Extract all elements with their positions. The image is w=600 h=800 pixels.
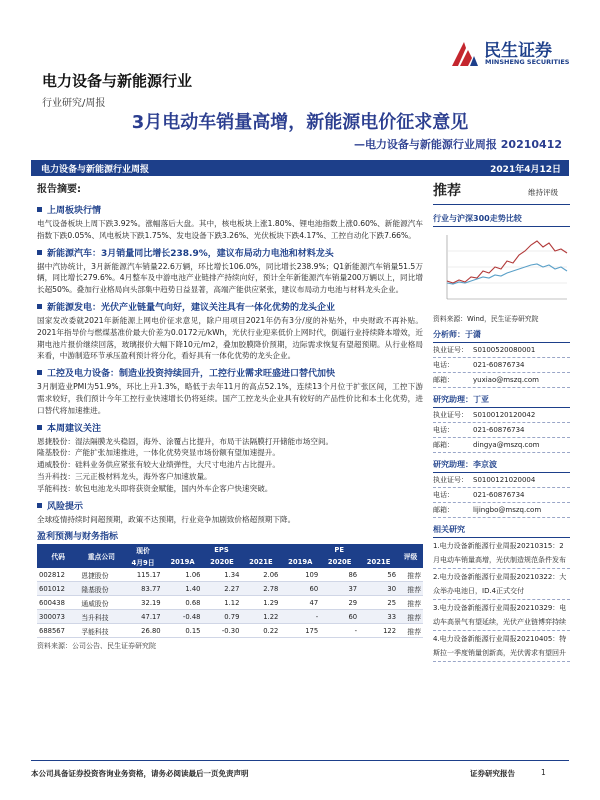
analyst-row [433, 358, 570, 373]
row-value: 021-60876734 [473, 426, 525, 434]
table-cell: 1.22 [241, 610, 280, 624]
table-cell: 孚能科技 [79, 624, 123, 638]
summary-column [37, 180, 423, 651]
forecast-table [37, 544, 423, 638]
related-list [433, 538, 570, 662]
table-cell: 推荐 [398, 610, 423, 624]
col-year: 2021E [241, 556, 280, 568]
table-cell: 25 [359, 596, 398, 610]
table-cell: 600438 [37, 596, 79, 610]
pick-line: 当升科技：三元正极材料龙头，海外客户加速放量。 [37, 471, 212, 481]
related-item[interactable]: 2.电力设备新能源行业周报20210322：大众举办电池日，ID.4正式交付 [433, 569, 570, 600]
row-key: 邮箱： [433, 441, 454, 449]
analyst-row [433, 408, 570, 423]
table-cell: 推荐 [398, 596, 423, 610]
row-key: 电话： [433, 361, 454, 369]
analyst-heading: 分析师：于潇 [433, 329, 570, 343]
forecast-table-title: 盈利预测与财务指标 [37, 532, 119, 543]
analyst-row [433, 373, 570, 388]
banner-title: 电力设备与新能源行业周报 [41, 165, 150, 175]
summary-title: 报告摘要: [37, 184, 81, 195]
table-cell: 688567 [37, 624, 79, 638]
row-value: S0100120120042 [473, 411, 536, 419]
table-cell: 0.79 [202, 610, 241, 624]
logo-text-cn: 民生证券 [484, 41, 552, 61]
table-row [37, 610, 423, 624]
pick-line: 通威股份：硅料业务供应紧张有较大业绩弹性，大尺寸电池片占比提升。 [37, 460, 280, 470]
section-text: 国家发改委就2021年新能源上网电价征求意见，除户用项目2021年仍有3分/度的补贴外，中央财政不再补贴。2021年指导价与燃煤基准价最大价差为0.0172元/kWh，光伏行业迎来低价上网时代，倒逼行业持续降本增效，近期电池片报价继续回落，玻璃报价大幅下降10元/m2，叠加胶膜降价预期，边际需求恢复有望超预期。从行业格局来看，中游制造环节承压盈利预计将分化，看好具有一体化优势的龙头企业。 [37, 315, 423, 361]
table-cell: 0.22 [241, 624, 280, 638]
related-item[interactable]: 4.电力设备新能源行业周报20210405：特斯拉一季度销量创新高，光伏需求有望回升 [433, 631, 570, 662]
section-text: 全球疫情持续时间超预期，政策不达预期，行业竞争加剧致价格超预期下降。 [37, 514, 296, 524]
section-text: 电气设备板块上周下跌3.92%。涨幅落后大盘。其中，核电板块上涨1.80%、锂电池指数上涨0.60%、新能源汽车指数下跌0.05%、风电板块下跌1.75%、发电设备下跌3.26%、光伏板块下跌4.17%、工控自动化下跌7.66%。 [37, 219, 423, 240]
chart-heading: 行业与沪深300走势比较 [433, 213, 570, 227]
section-heading: 新能源汽车：3月销量同比增长238.9%，建议布局动力电池和材料龙头 [47, 248, 334, 259]
pick-line: 恩捷股份：湿法隔膜龙头稳固，海外、涂覆占比提升，布局干法隔膜打开储能市场空间。 [37, 436, 334, 446]
industry-category: 电力设备与新能源行业 [42, 72, 193, 90]
analyst-row [433, 423, 570, 438]
table-source: 资料来源：公司公告、民生证券研究院 [37, 642, 156, 651]
table-cell: 175 [280, 624, 320, 638]
table-row [37, 596, 423, 610]
analyst-heading: 研究助理：李京波 [433, 459, 570, 473]
trend-chart [433, 231, 570, 311]
section-industrial-control [37, 366, 423, 416]
rating-box [433, 180, 570, 205]
report-type: 行业研究/周报 [42, 98, 106, 109]
page-number: 1 [541, 768, 546, 777]
table-cell: 当升科技 [79, 610, 123, 624]
industry-series-line [447, 241, 567, 283]
col-date: 4月9日 [123, 556, 162, 568]
analyst-row [433, 343, 570, 358]
sidebar-column [433, 180, 570, 662]
analyst-block [433, 459, 570, 518]
row-key: 邮箱： [433, 506, 454, 514]
trend-chart-svg [433, 231, 570, 311]
col-pe: PE [280, 544, 398, 556]
related-item[interactable]: 3.电力设备新能源行业周报20210329：电动车高景气有望延续，光伏产业链博弈持续 [433, 600, 570, 631]
table-cell: - [280, 610, 320, 624]
table-cell: - [320, 624, 359, 638]
table-cell: 109 [280, 568, 320, 582]
related-item[interactable]: 1.电力设备新能源行业周报20210315：2月电动车销量高增，光伏制造规范条件发布 [433, 538, 570, 569]
col-rating: 评级 [398, 544, 423, 568]
section-heading: 工控及电力设备：制造业投资持续回升，工控行业需求旺盛进口替代加快 [47, 369, 336, 380]
bullet-icon [37, 425, 42, 430]
col-year: 2021E [359, 556, 398, 568]
table-cell: 300073 [37, 610, 79, 624]
section-text: 3月制造业PMI为51.9%，环比上升1.3%，略低于去年11月的高点52.1%，连续13个月位于扩张区间，工控下游需求较好，我们预计今年工控行业快速增长仍将延续。国产工控龙头企业具有较好的产品性价比和本土化优势，进口替代将加速推进。 [37, 382, 423, 415]
table-cell: 002812 [37, 568, 79, 582]
section-picks [37, 421, 423, 495]
table-cell: 83.77 [123, 582, 162, 596]
table-cell: 60 [280, 582, 320, 596]
table-cell: 122 [359, 624, 398, 638]
col-year: 2019A [280, 556, 320, 568]
report-banner [31, 160, 569, 176]
table-cell: 26.80 [123, 624, 162, 638]
analyst-block [433, 394, 570, 453]
table-cell: 47.17 [123, 610, 162, 624]
chart-source: 资料来源：Wind，民生证券研究院 [433, 315, 539, 323]
analyst-row [433, 438, 570, 453]
row-key: 邮箱： [433, 376, 454, 384]
table-cell: 56 [359, 568, 398, 582]
table-row [37, 568, 423, 582]
report-title: 3月电动车销量高增，新能源电价征求意见 [131, 112, 469, 133]
table-cell: 2.78 [241, 582, 280, 596]
bullet-icon [37, 207, 42, 212]
logo-icon [448, 38, 480, 70]
bullet-icon [37, 250, 42, 255]
section-ev [37, 246, 423, 296]
table-cell: 30 [359, 582, 398, 596]
row-value: 021-60876734 [473, 491, 525, 499]
rating: 推荐 [433, 183, 461, 199]
table-cell: 1.12 [202, 596, 241, 610]
table-cell: 37 [320, 582, 359, 596]
section-text: 据中汽协统计，3月新能源汽车销量22.6万辆，环比增长106.0%，同比增长238.9%；Q1新能源汽车销量51.5万辆，同比增长279.6%。4月整车及中游电池产业链排产持续向好，预计全年新能源汽车销量200万辆以上，同比增长超50%。叠加行业格局向头部集中趋势日益显著，高端产能供应紧张，建议布局动力电池与材料龙头企业。 [37, 261, 423, 295]
bullet-icon [37, 503, 42, 508]
section-heading: 风险提示 [47, 501, 84, 512]
analyst-row [433, 488, 570, 503]
bullet-icon [37, 370, 42, 375]
pick-line: 隆基股份：产能扩张加速推进，一体化优势突显市场份额有望加速提升。 [37, 448, 280, 458]
table-cell: 0.68 [163, 596, 203, 610]
footer-label: 证券研究报告 [470, 769, 515, 778]
table-cell: 33 [359, 610, 398, 624]
section-renewables [37, 300, 423, 362]
table-cell: 1.29 [241, 596, 280, 610]
table-cell: 隆基股份 [79, 582, 123, 596]
table-cell: 2.27 [202, 582, 241, 596]
section-market [37, 203, 423, 242]
col-eps: EPS [163, 544, 281, 556]
logo-text-en: MINSHENG SECURITIES [485, 58, 570, 66]
table-row [37, 624, 423, 638]
table-cell: 115.17 [123, 568, 162, 582]
rating-sub: 维持评级 [528, 188, 558, 197]
banner-date: 2021年4月12日 [490, 165, 561, 175]
analyst-row [433, 503, 570, 518]
row-key: 电话： [433, 426, 454, 434]
table-cell: 86 [320, 568, 359, 582]
table-cell: -0.30 [202, 624, 241, 638]
table-cell: 推荐 [398, 582, 423, 596]
col-year: 2019A [163, 556, 203, 568]
footer-divider [31, 760, 569, 761]
analyst-row [433, 473, 570, 488]
table-cell: 29 [320, 596, 359, 610]
table-cell: 通威股份 [79, 596, 123, 610]
table-cell: 60 [320, 610, 359, 624]
row-key: 执业证号： [433, 411, 468, 419]
col-price: 现价 [123, 544, 162, 556]
table-row [37, 582, 423, 596]
email-link[interactable]: lijingbo@mszq.com [473, 506, 542, 514]
table-cell: 32.19 [123, 596, 162, 610]
table-cell: 恩捷股份 [79, 568, 123, 582]
row-key: 执业证号： [433, 476, 468, 484]
row-key: 电话： [433, 491, 454, 499]
section-heading: 新能源发电：光伏产业链量气向好，建议关注具有一体化优势的龙头企业 [47, 302, 336, 313]
email-link[interactable]: dingya@mszq.com [473, 441, 540, 449]
row-value: S0100520080001 [473, 346, 536, 354]
table-cell: 47 [280, 596, 320, 610]
table-cell: 0.15 [163, 624, 203, 638]
col-name: 重点公司 [79, 544, 123, 568]
table-cell: 1.40 [163, 582, 203, 596]
bullet-icon [37, 304, 42, 309]
table-cell: 1.34 [202, 568, 241, 582]
table-cell: 601012 [37, 582, 79, 596]
footer-disclaimer: 本公司具备证券投资咨询业务资格，请务必阅读最后一页免责声明 [31, 769, 249, 778]
related-heading: 相关研究 [433, 524, 570, 538]
table-cell: -0.48 [163, 610, 203, 624]
row-key: 执业证号： [433, 346, 468, 354]
row-value: S0100121020004 [473, 476, 536, 484]
col-code: 代码 [37, 544, 79, 568]
analyst-block [433, 329, 570, 388]
col-year: 2020E [320, 556, 359, 568]
col-year: 2020E [202, 556, 241, 568]
table-cell: 推荐 [398, 624, 423, 638]
section-risk [37, 499, 423, 526]
report-subtitle: —电力设备与新能源行业周报 20210412 [353, 138, 562, 151]
pick-line: 孚能科技：软包电池龙头即将获资金赋能，国内外车企客户快速突破。 [37, 483, 273, 493]
table-cell: 推荐 [398, 568, 423, 582]
email-link[interactable]: yuxiao@mszq.com [473, 376, 539, 384]
section-heading: 本周建议关注 [47, 423, 102, 434]
table-cell: 2.06 [241, 568, 280, 582]
section-heading: 上周板块行情 [47, 206, 102, 216]
analyst-heading: 研究助理：丁亚 [433, 394, 570, 408]
row-value: 021-60876734 [473, 361, 525, 369]
company-logo [448, 36, 578, 72]
table-cell: 1.06 [163, 568, 203, 582]
